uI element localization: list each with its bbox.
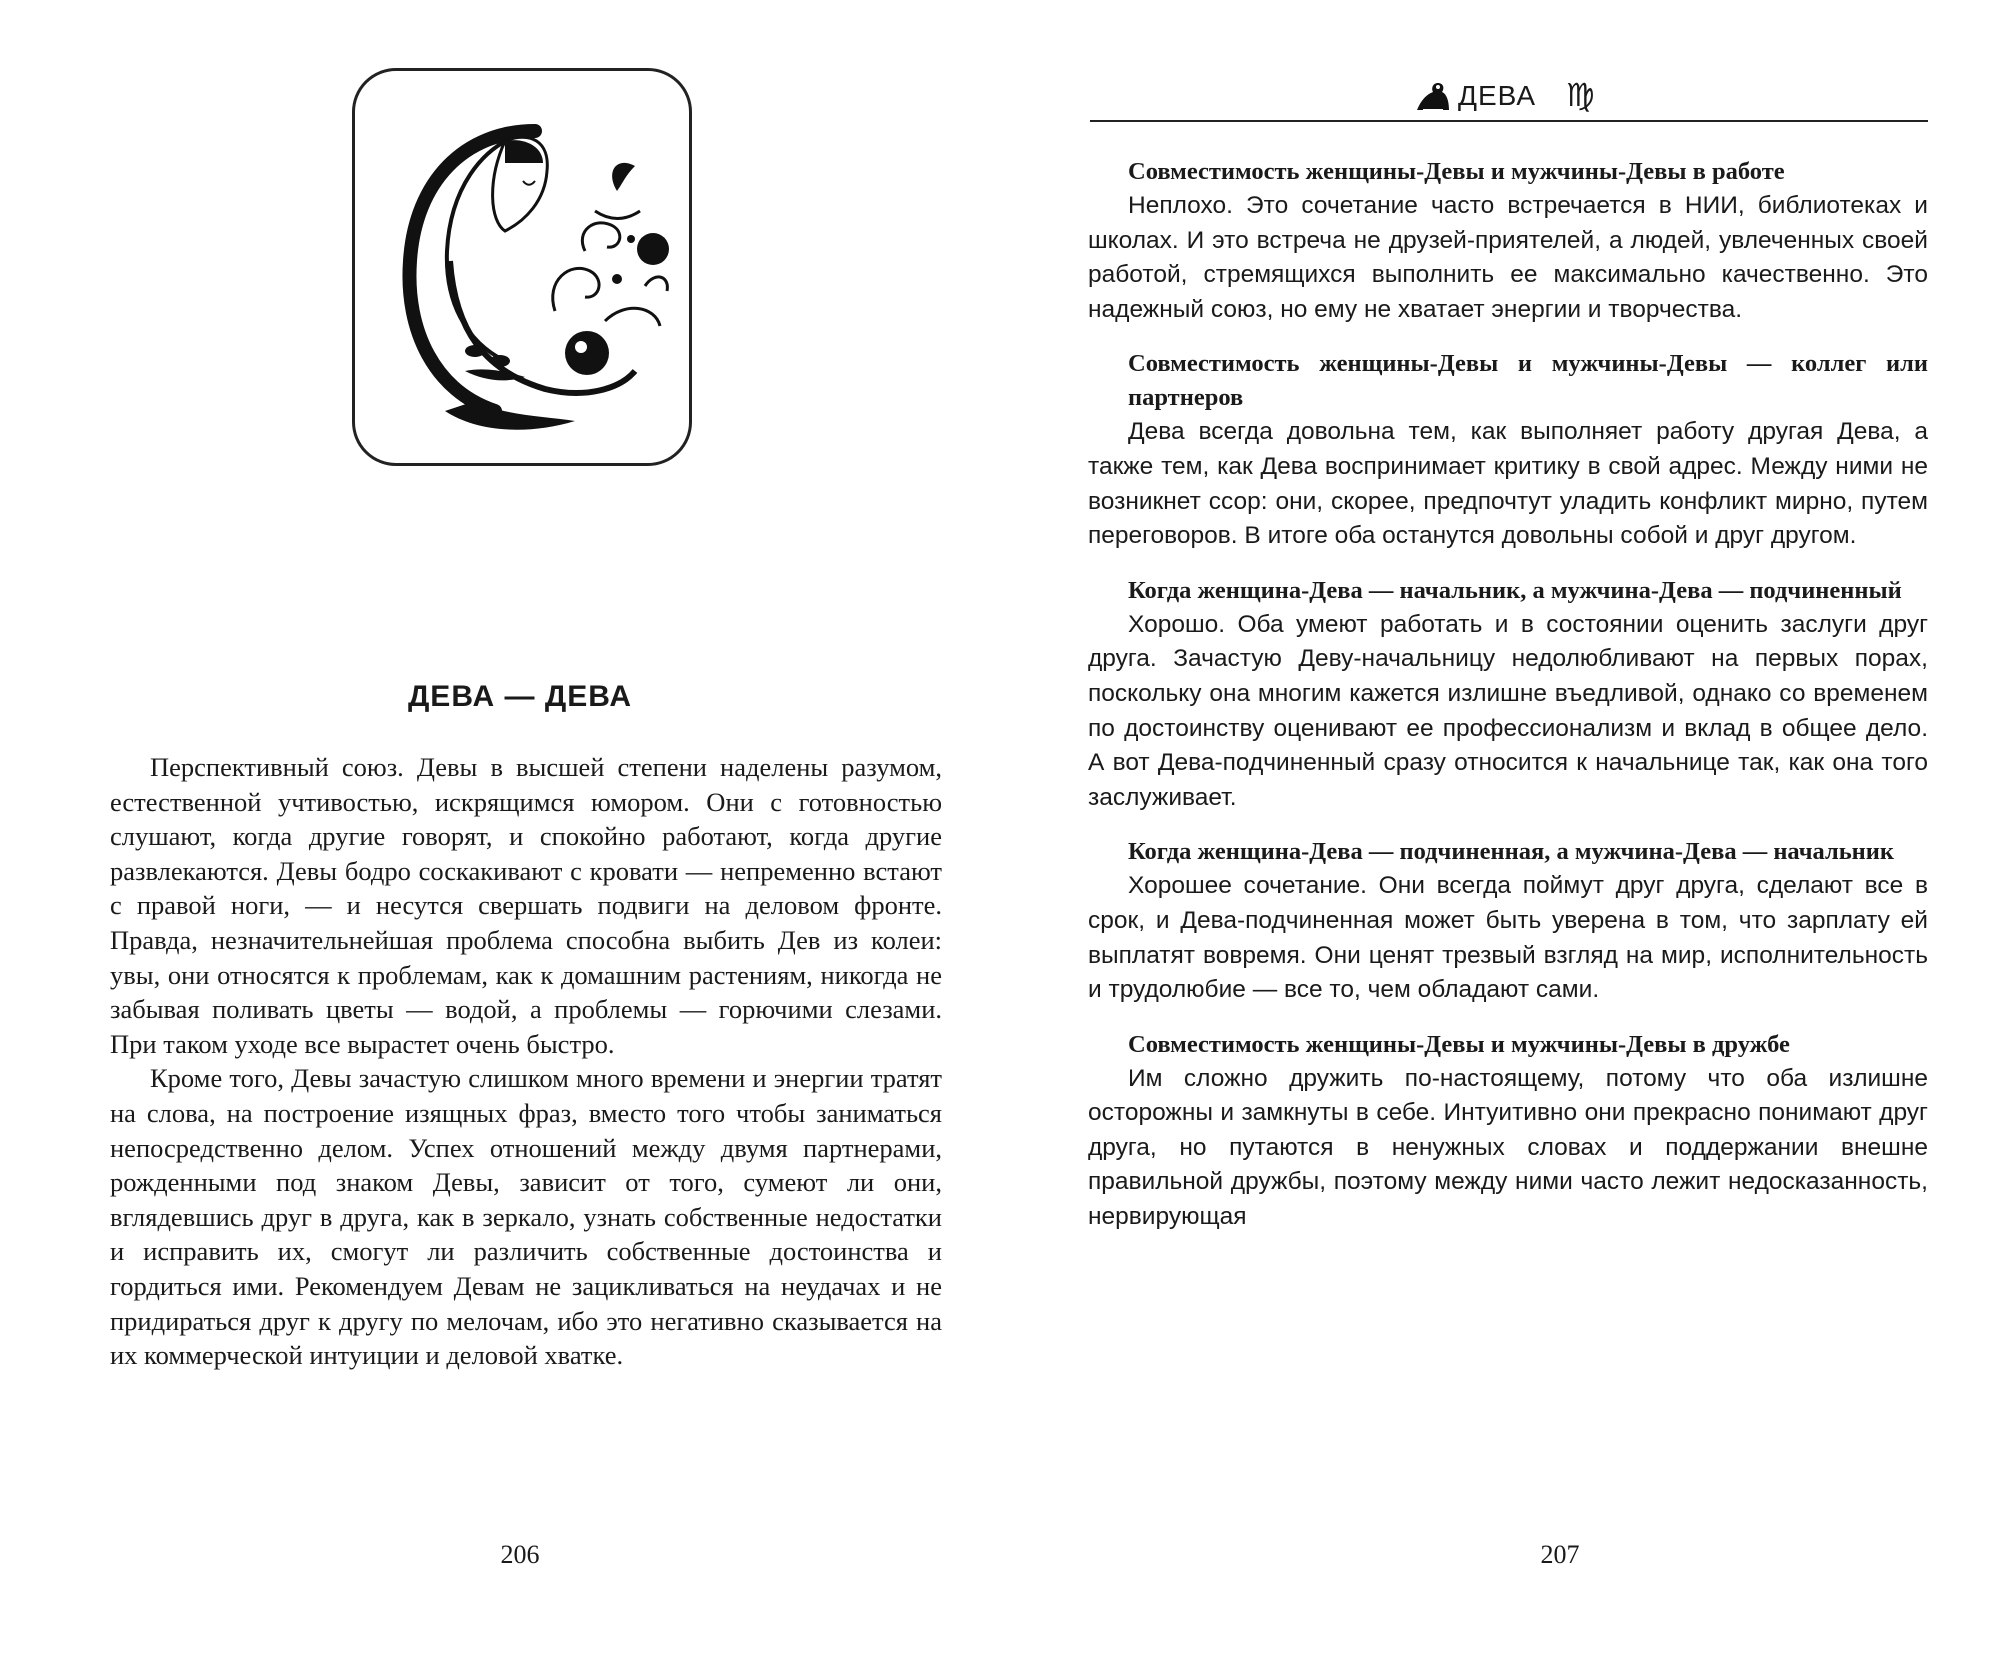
section-text: Неплохо. Это сочетание часто встречается в НИИ, библиотеках и школах. И это встреча не друзей-приятелей, а людей, увлеченных своей работой, стремящихся выполнить ее максимально качественно. Это надежный союз, но ему не хватает энергии и творчества. (1088, 192, 1928, 323)
section-heading: Совместимость женщины-Девы и мужчины-Девы в дружбе (1128, 1030, 1790, 1058)
section-text: Им сложно дружить по-настоящему, потому что оба излишне осторожны и замкнуты в себе. Интуитивно они прекрасно понимают друг друга, но путаются в ненужных словах и поддержании внешне правильной дружбы, поэтому между ними часто лежит недосказанность, нервирующая (1088, 1064, 1928, 1231)
section-text: Дева всегда довольна тем, как выполняет работу другая Дева, а также тем, как Дева воспринимает критику в свой адрес. Между ними не возникнет ссор: они, скорее, предпочтут уладить конфликт мирно, путем переговоров. В итоге оба останутся довольны собой и друг другом. (1088, 418, 1928, 550)
right-page (1000, 0, 2000, 1658)
virgo-figure-icon (1413, 80, 1453, 119)
header-title: ДЕВА (1458, 80, 1537, 111)
page-number: 206 (500, 1540, 540, 1569)
right-body-text (1088, 155, 1928, 1255)
header-rule (1090, 120, 1928, 122)
page-number: 207 (1540, 1540, 1580, 1569)
section (1088, 155, 1928, 327)
section-text: Хорошо. Оба умеют работать и в состоянии оценить заслуги друг друга. Зачастую Деву-начальницу недолюбливают на первых порах, поскольку она многим кажется излишне въедливой, однако со временем по достоинству оценивают ее профессионализм и вклад в общее дело. А вот Дева-подчиненный сразу относится к начальнице так, как она того заслуживает. (1088, 610, 1928, 811)
virgo-illustration-svg (355, 71, 689, 463)
virgo-sign-icon: ♍ (1566, 76, 1595, 114)
left-body-text (110, 750, 942, 1373)
running-header (1088, 78, 1928, 118)
section (1088, 574, 1928, 816)
section-heading: Совместимость женщины-Девы и мужчины-Девы в работе (1128, 158, 1785, 185)
section-text: Хорошее сочетание. Они всегда поймут друг друга, сделают все в срок, и Дева-подчиненная может быть уверена в том, что зарплату ей выплатят вовремя. Они ценят трезвый взгляд на мир, исполнительность и трудолюбие — все то, чем обладают сами. (1088, 872, 1928, 1004)
section-heading: Когда женщина-Дева — подчиненная, а мужчина-Дева — начальник (1128, 838, 1895, 866)
section (1088, 347, 1928, 553)
section-heading: Когда женщина-Дева — начальник, а мужчина-Дева — подчиненный (1128, 576, 1902, 604)
paragraph: Перспективный союз. Девы в высшей степени наделены разумом, естественной учтивостью, искрящимся юмором. Они с готовностью слушают, когда другие говорят, и спокойно работают, когда другие развлекаются. Девы бодро соскакивают с кровати — непременно встают с правой ноги, — и несутся свершать подвиги на деловом фронте. Правда, незначительнейшая проблема способна выбить Дев из колеи: увы, они относятся к проблемам, как к домашним растениям, никогда не забывая поливать цветы — водой, а проблемы — горючими слезами. При таком уходе все вырастет очень быстро. (110, 752, 942, 1059)
section (1088, 835, 1928, 1007)
chapter-title: ДЕВА — ДЕВА (407, 680, 633, 713)
paragraph: Кроме того, Девы зачастую слишком много времени и энергии тратят на слова, на построение изящных фраз, вместо того чтобы заниматься непосредственно делом. Успех отношений между двумя партнерами, рожденными под знаком Девы, зависит от того, сумеют ли они, вглядевшись друг в друга, как в зеркало, узнать собственные недостатки и исправить их, смогут ли различить собственные достоинства и гордиться ими. Рекомендуем Девам не зацикливаться на неудачах и не придираться друг к другу по мелочам, ибо это негативно сказывается на их коммерческой интуиции и деловой хватке. (110, 1063, 942, 1371)
section-heading: Совместимость женщины-Девы и мужчины-Девы — коллег или партнеров (1128, 350, 1928, 412)
virgo-illustration-icon (352, 68, 692, 466)
section (1088, 1028, 1928, 1235)
